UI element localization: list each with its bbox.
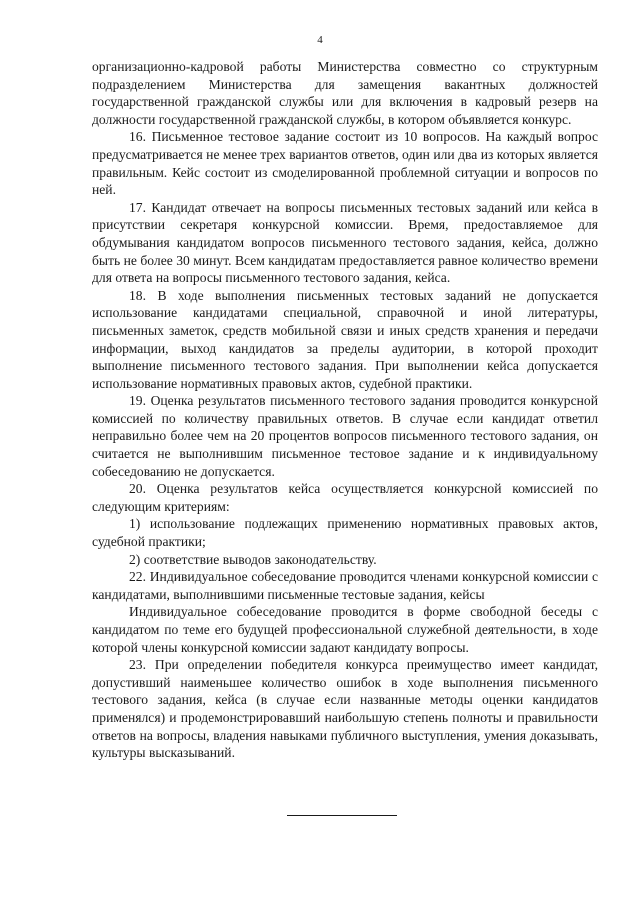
criterion-2: 2) соответствие выводов законодательству. — [129, 551, 377, 567]
paragraph-16: 16. Письменное тестовое задание состоит из 10 вопросов. На каждый вопрос предусматривается не менее трех вариантов ответов, один или два из которых является правильным. Кейс состоит из смоделированной проблемной ситуации и вопросов по ней. — [92, 129, 598, 198]
paragraph-20: 20. Оценка результатов кейса осуществляется конкурсной комиссией по следующим критериям: — [92, 481, 598, 514]
paragraph-23: 23. При определении победителя конкурса преимущество имеет кандидат, допустивший наименьшее количество ошибок в ходе выполнения письменного тестового задания, кейса (в случае если названные методы оценки кандидатов применялся) и продемонстрировавший наибольшую степень полноты и правильности ответов на вопросы, владения навыками публичного выступления, умения доказывать, культуры высказываний. — [92, 657, 598, 761]
page-number: 4 — [317, 34, 323, 46]
paragraph-18: 18. В ходе выполнения письменных тестовых заданий не допускается использование кандидатами специальной, справочной и иной литературы, письменных заметок, средств мобильной связи и иных средств хранения и передачи информации, выход кандидатов за пределы аудитории, в которой проходит выполнение письменного тестового задания. При выполнении кейса допускается использование нормативных правовых актов, судебной практики. — [92, 287, 598, 391]
paragraph-22: 22. Индивидуальное собеседование проводится членами конкурсной комиссии с кандидатами, выполнившими письменные тестовые задания, кейсы — [92, 569, 598, 602]
paragraph-continuation: организационно-кадровой работы Министерства совместно со структурным подразделением Министерства для замещения вакантных должностей государственной гражданской службы или для включения в кадровый резерв на должности государственной гражданской службы, в котором объявляется конкурс. — [92, 59, 598, 127]
paragraph-19: 19. Оценка результатов письменного тестового задания проводится конкурсной комиссией по количеству правильных ответов. В случае если кандидат ответил неправильно более чем на 20 процентов вопросов письменного тестового задания, он считается не выполнившим письменное тестовое задание и к индивидуальному собеседованию не допускается. — [92, 393, 598, 479]
closing-rule — [287, 815, 397, 816]
criterion-1: 1) использование подлежащих применению нормативных правовых актов, судебной практики; — [92, 516, 598, 550]
document-body — [92, 58, 598, 762]
paragraph-17: 17. Кандидат отвечает на вопросы письменных тестовых заданий или кейса в присутствии секретаря конкурсной комиссии. Время, предоставляемое для обдумывания кандидатом вопросов письменного тестового задания, кейса, должно быть не более 30 минут. Всем кандидатам предоставляется равное количество времени для ответа на вопросы письменного тестового задания, кейса. — [92, 199, 598, 286]
paragraph-22-continued: Индивидуальное собеседование проводится в форме свободной беседы с кандидатом по теме его будущей профессиональной служебной деятельности, в ходе которой члены конкурсной комиссии задают кандидату вопросы. — [92, 604, 598, 655]
